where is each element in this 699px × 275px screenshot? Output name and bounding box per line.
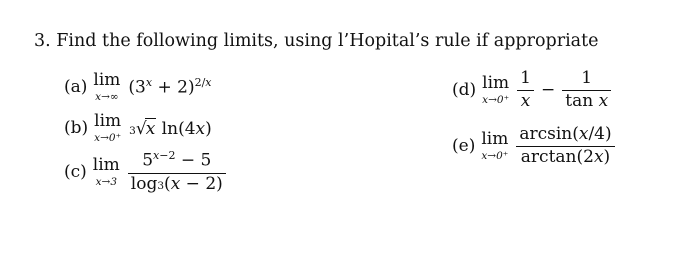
limit-operator: lim x→0⁺	[482, 73, 510, 107]
problem-text: Find the following limits, using l’Hopital’s rule if appropriate	[56, 31, 599, 51]
fraction-d2: $\frac{1}{\text{tan x}}$	[562, 70, 611, 111]
part-a	[64, 72, 212, 103]
expression-a: $(3^x + 2)^{2/x}$	[128, 76, 212, 99]
part-d: (d) lim x→0⁺ $\frac{1}{x}$ − $\frac{1}{\text{tan x}}$	[452, 70, 611, 111]
part-b-label: (b)	[64, 118, 89, 139]
fraction-d1: $\frac{1}{x}$	[517, 70, 534, 111]
limit-operator: lim x→∞	[93, 70, 121, 103]
fraction-e: $\frac{\arcsin(x/4)}{\arctan(2x)}$	[516, 126, 614, 167]
limit-operator: lim x→0⁺	[94, 111, 122, 144]
problem-statement	[34, 31, 598, 51]
limit-operator: lim x→0⁺	[481, 129, 509, 163]
part-c	[64, 150, 226, 194]
expression-b: 3√x ln(4x)	[129, 118, 212, 139]
fraction-c: $\frac{5^{x-2} - 5}{\log 3(x - 2)}$	[128, 150, 226, 194]
part-a-label: (a)	[64, 77, 88, 98]
part-d-label: (d)	[452, 80, 477, 101]
limit-operator: lim x→3	[92, 154, 120, 188]
part-b	[64, 113, 212, 144]
part-e-label: (e)	[452, 136, 476, 157]
problem-number: 3.	[34, 31, 51, 51]
part-e	[452, 126, 615, 167]
part-c-label: (c)	[64, 161, 87, 182]
